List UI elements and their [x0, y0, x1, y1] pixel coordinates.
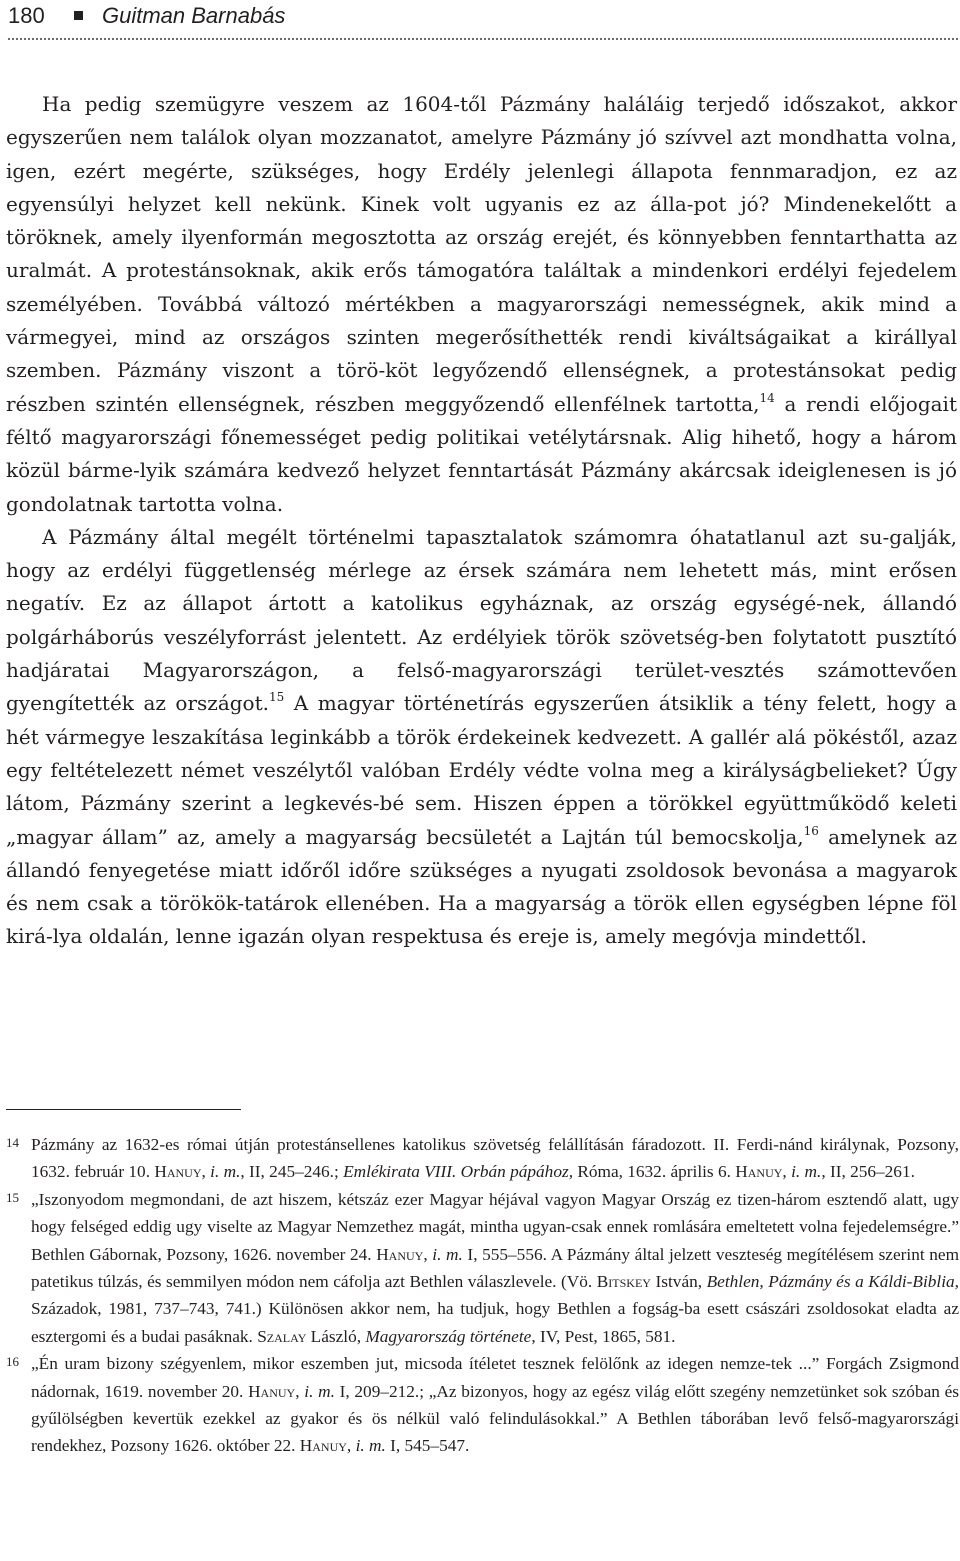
footnote-number: 16	[6, 1354, 19, 1370]
running-header	[8, 0, 958, 34]
footnote-separator	[6, 1109, 241, 1110]
footnote-ref-16[interactable]: 16	[803, 823, 819, 838]
footnotes	[6, 1131, 959, 1460]
footnote-number: 15	[6, 1189, 19, 1205]
footnote-number: 14	[6, 1135, 19, 1150]
main-text	[6, 88, 957, 954]
square-bullet-icon	[74, 11, 83, 20]
footnote-14: 14 Pázmány az 1632-es római útján protestánsellenes katolikus szövetség felállításán fáradozott. II. Ferdi-nánd királynak, Pozsony, 1632. február 10. Hanuy, i. m., II, 245–246.; Emlékirata VIII. Orbán pápához, Róma, 1632. április 6. Hanuy, i. m., II, 256–261.	[6, 1131, 959, 1186]
running-header-author: Guitman Barnabás	[102, 3, 286, 28]
footnote-ref-15[interactable]: 15	[268, 690, 285, 705]
footnote-15: 15 „Iszonyodom megmondani, de azt hiszem, kétszáz ezer Magyar héjával vagyon Magyar Ország ez tizen-három esztendő alatt, ugy hogy felséged eddig ugy viselte az Magyar Nemzethez magát, mintha ugyan-csak ennek romlására emeltetett volna fejedelemségre.” Bethlen Gábornak, Pozsony, 1626. november 24. Hanuy, i. m. I, 555–556. A Pázmány által jelzett veszteség megítélésem szerint nem patetikus túlzás, és semmilyen módon nem cáfolja azt Bethlen válaszlevele. (Vö. Bitskey István, Bethlen, Pázmány és a Káldi-Biblia, Századok, 1981, 737–743, 741.) Különösen akkor nem, ha tudjuk, hogy Bethlen a fogság-ba esett császári zsoldosokat eladta az esztergomi és a budai pasáknak. Szalay László, Magyarország története, IV, Pest, 1865, 581.	[6, 1186, 959, 1350]
paragraph-2: A Pázmány által megélt történelmi tapasztalatok számomra óhatatlanul azt su-galják, hogy az erdélyi függetlenség mérlege az érsek számára nem lehetett más, mint erősen negatív. Ez az állapot ártott a katolikus egyháznak, az ország egységé-nek, állandó polgárháborús veszélyforrást jelentett. Az erdélyiek török szövetség-ben folytatott pusztító hadjáratai Magyarországon, a felső-magyarországi terület-vesztés számottevően gyengítették az országot.$^{15}$ A magyar történetírás egyszerűen átsiklik a tény felett, hogy a hét vármegye leszakítása leginkább a török érdekeinek kedvezett. A gallér alá pökéstől, azaz egy feltételezett német veszélytől valóban Erdély védte volna meg a királyságbelieket? Úgy látom, Pázmány szerint a legkevés-bé sem. Hiszen éppen a törökkel együttműködő keleti „magyar állam” az, amely a magyarság becsületét a Lajtán túl bemocskolja,$^{16}$ amelynek az állandó fenyegetése miatt időről időre szükséges a nyugati zsoldosok bevonása a magyarok és nem csak a törökök-tatárok ellenében. Ha a magyarság a török ellen egységben lépne föl kirá-lya oldalán, lenne igazán olyan respektusa és ereje is, amely megóvja mindettől.	[6, 524, 957, 949]
footnote-ref-14[interactable]: 14	[759, 390, 775, 405]
paragraph-1: Ha pedig szemügyre veszem az 1604-től Pázmány haláláig terjedő időszakot, akkor egyszerűen nem találok olyan mozzanatot, amelyre Pázmány jó szívvel azt mondhatta volna, igen, ezért megérte, szükséges, hogy Erdély jelenlegi állapota fennmaradjon, ez az egyensúlyi helyzet kell nekünk. Kinek volt ugyanis ez az álla-pot jó? Mindenekelőtt a töröknek, amely ilyenformán megosztotta az ország erejét, és könnyebben fenntarthatta az uralmát. A protestánsoknak, akik erős támogatóra találtak a mindenkori erdélyi fejedelem személyében. Továbbá változó mértékben a magyarországi nemességnek, akik mind a vármegyei, mind az országos szinten megerősíthették rendi kiváltságaikat a királlyal szemben. Pázmány viszont a törö-köt legyőzendő ellenségnek, a protestánsokat pedig részben szintén ellenségnek, részben meggyőzendő ellenfélnek tartotta,$^{14}$ a rendi előjogait féltő magyarországi főnemességet pedig politikai vetélytársnak. Alig hihető, hogy a három közül bárme-lyik számára kedvező helyzet fenntartását Pázmány akárcsak ideiglenesen is jó gondolatnak tartotta volna.	[6, 92, 957, 516]
header-dotted-rule	[8, 38, 958, 40]
page-number: 180	[8, 3, 45, 28]
footnote-16: 16 „Én uram bizony szégyenlem, mikor eszemben jut, micsoda ítéletet tesznek felölőnk az idegen nemze-tek ...” Forgách Zsigmond nádornak, 1619. november 20. Hanuy, i. m. I, 209–212.; „Az bizonyos, hogy az egész világ előtt szegény nemzetünket sok szóban és gyűlölségben kevertük ezekkel az gyakor és ös nélkül való felindulásokkal.” A Bethlen táborában levő felső-magyarországi rendekhez, Pozsony 1626. október 22. Hanuy, i. m. I, 545–547.	[6, 1350, 959, 1460]
